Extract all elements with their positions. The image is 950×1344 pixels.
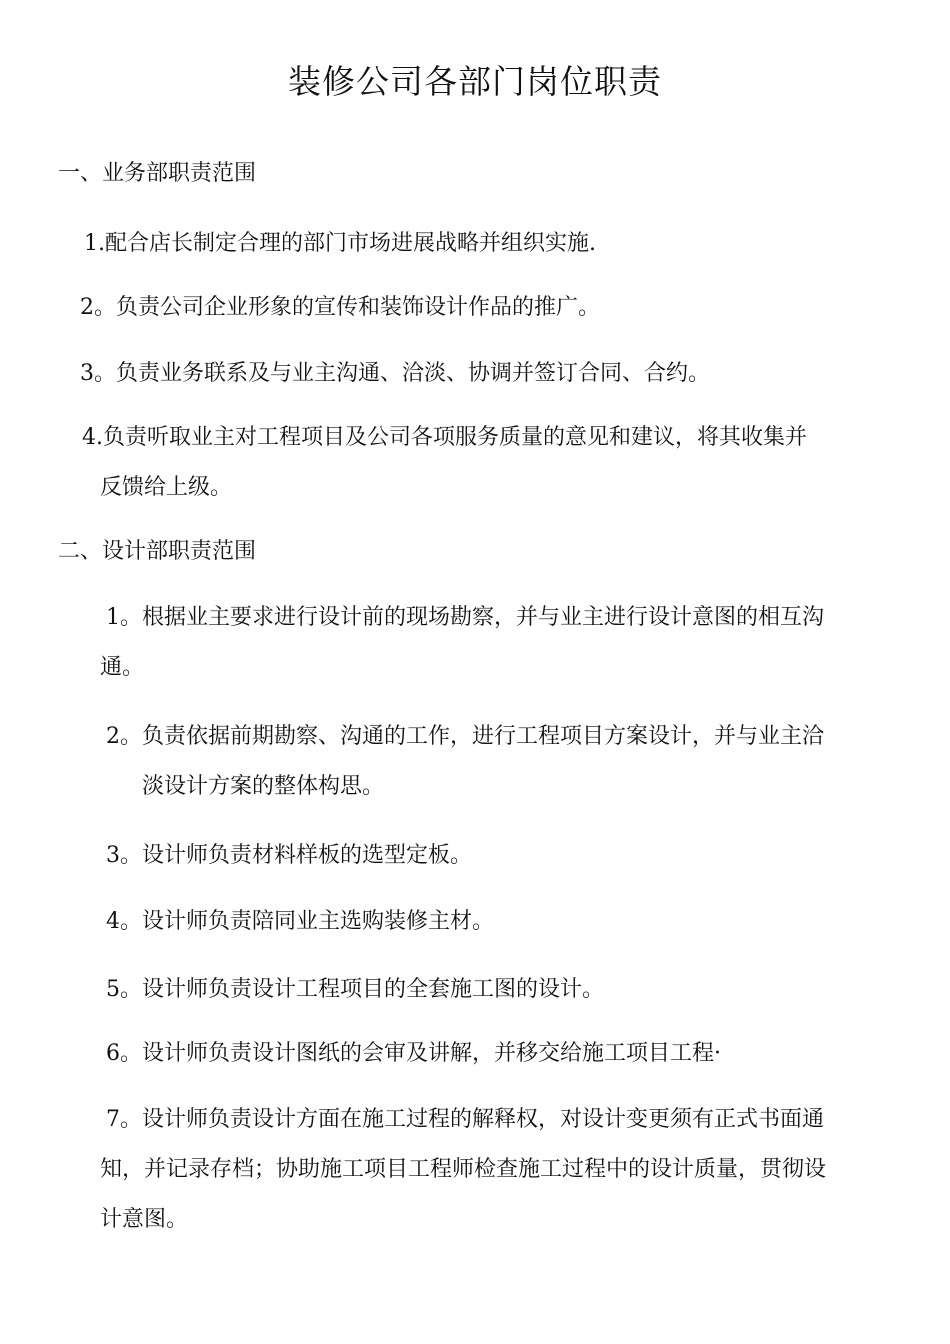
design-item-1 <box>106 602 824 634</box>
item-text: 4。设计师负责陪同业主选购装修主材。 <box>106 909 494 934</box>
item-text: 3。负责业务联系及与业主沟通、洽淡、协调并签订合同、合约。 <box>80 361 710 386</box>
design-item-7-cont-2 <box>100 1204 188 1236</box>
business-item-4-cont <box>100 472 232 504</box>
design-item-6 <box>106 1038 721 1070</box>
item-text: 6。设计师负责设计图纸的会审及讲解，并移交给施工项目工程· <box>106 1041 721 1066</box>
section-heading-business: 一、业务部职责范围 <box>58 161 257 186</box>
item-text-continued: 计意图。 <box>100 1207 189 1232</box>
design-item-3 <box>106 840 472 872</box>
item-text: 1。根据业主要求进行设计前的现场勘察，并与业主进行设计意图的相互沟 <box>106 605 824 630</box>
business-item-4 <box>82 422 807 454</box>
item-text: 5。设计师负责设计工程项目的全套施工图的设计。 <box>106 977 604 1002</box>
design-item-2 <box>106 721 824 753</box>
item-text: 2。负责公司企业形象的宣传和装饰设计作品的推广。 <box>80 295 600 320</box>
design-item-7 <box>106 1104 824 1136</box>
business-item-1 <box>84 228 596 260</box>
design-item-5 <box>106 974 604 1006</box>
item-text-continued: 通。 <box>100 655 145 680</box>
item-text: 4.负责听取业主对工程项目及公司各项服务质量的意见和建议，将其收集并 <box>82 425 807 450</box>
item-text-continued: 知，并记录存档；协助施工项目工程师检查施工过程中的设计质量，贯彻设 <box>100 1157 827 1182</box>
design-item-4 <box>106 906 494 938</box>
item-text: 3。设计师负责材料样板的选型定板。 <box>106 843 472 868</box>
section-heading-design: 二、设计部职责范围 <box>58 539 257 564</box>
document-title: 装修公司各部门岗位职责 <box>288 62 662 101</box>
item-text: 1.配合店长制定合理的部门市场进展战略并组织实施. <box>84 231 596 256</box>
item-text-continued: 反馈给上级。 <box>100 475 233 500</box>
item-text: 2。负责依据前期勘察、沟通的工作，进行工程项目方案设计，并与业主洽 <box>106 724 824 749</box>
design-item-2-cont <box>142 771 384 803</box>
item-text: 7。设计师负责设计方面在施工过程的解释权，对设计变更须有正式书面通 <box>106 1107 824 1132</box>
item-text-continued: 淡设计方案的整体构思。 <box>142 774 385 799</box>
design-item-1-cont <box>100 652 144 684</box>
business-item-2 <box>80 292 600 324</box>
design-item-7-cont-1 <box>100 1154 826 1186</box>
business-item-3 <box>80 358 710 390</box>
